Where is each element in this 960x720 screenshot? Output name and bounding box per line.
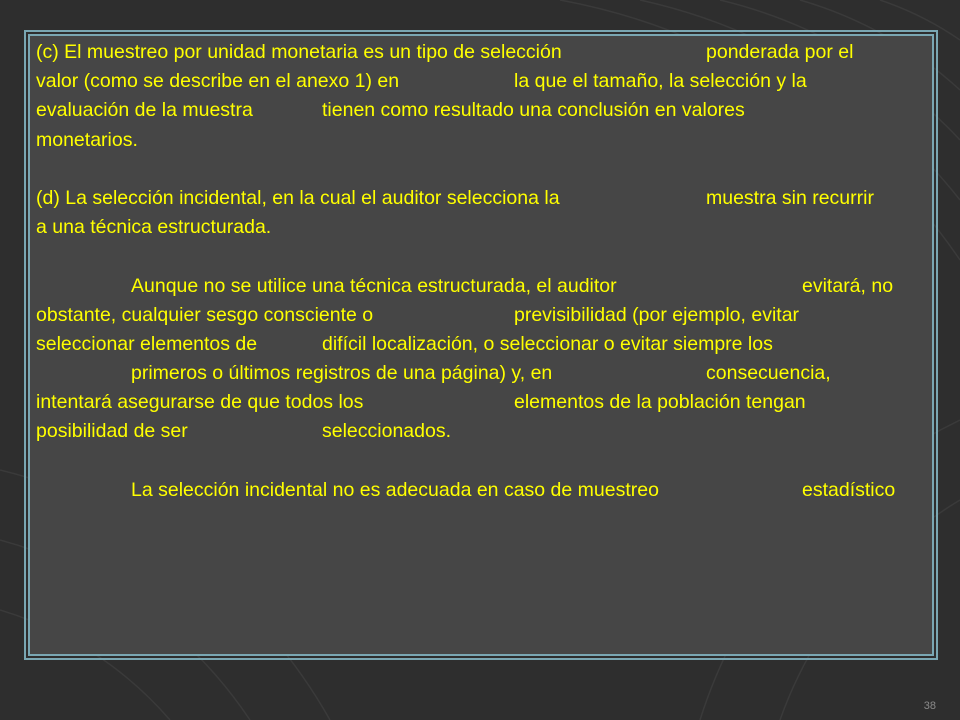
text-segment: ponderada por el: [706, 41, 854, 63]
paragraph-d-line: [36, 184, 926, 213]
text-segment: Aunque no se utilice una técnica estructurada, el auditor: [131, 274, 617, 297]
text-segment: La selección incidental no es adecuada en caso de muestreo: [131, 478, 659, 501]
paragraph-c-line: [36, 126, 926, 155]
text-segment: previsibilidad (por ejemplo, evitar: [514, 303, 800, 326]
blank-line: [36, 447, 926, 476]
blank-line: [36, 155, 926, 184]
paragraph-aunque-line: [36, 417, 926, 446]
text-segment: la que el tamaño, la selección y la: [514, 70, 807, 93]
text-segment: tienen como resultado una conclusión en valores: [322, 99, 745, 122]
paragraph-c-line: [36, 67, 926, 96]
paragraph-aunque-line: [36, 301, 926, 330]
page-number: 38: [923, 700, 936, 712]
text-segment: a una técnica estructurada.: [36, 216, 272, 239]
paragraph-aunque-line: [36, 388, 926, 417]
slide-body-text: [36, 38, 926, 505]
text-segment: valor (como se describe en el anexo 1) en: [36, 70, 400, 93]
paragraph-d-line: [36, 213, 926, 242]
text-segment: estadístico: [802, 478, 896, 501]
text-segment: obstante, cualquier sesgo consciente o: [36, 303, 374, 326]
text-segment: difícil localización, o seleccionar o evitar siempre los: [322, 332, 773, 355]
text-segment: monetarios.: [36, 128, 138, 151]
text-segment: elementos de la población tengan: [514, 391, 806, 414]
text-segment: (d) La selección incidental, en la cual el auditor selecciona la: [36, 186, 560, 209]
text-segment: consecuencia,: [706, 362, 831, 385]
text-segment: posibilidad de ser: [36, 420, 188, 443]
paragraph-c-line: [36, 96, 926, 125]
text-segment: muestra sin recurrir: [706, 186, 874, 209]
paragraph-final-line: [36, 476, 926, 505]
paragraph-c-line: [36, 38, 926, 67]
text-segment: (c) El muestreo por unidad monetaria es un tipo de selección: [36, 41, 562, 63]
text-segment: seleccionados.: [322, 420, 451, 443]
text-segment: seleccionar elementos de: [36, 332, 258, 355]
text-segment: evaluación de la muestra: [36, 99, 253, 122]
text-segment: primeros o últimos registros de una página) y, en: [131, 362, 553, 385]
paragraph-aunque-line: [36, 330, 926, 359]
paragraph-aunque-line: [36, 359, 926, 388]
text-segment: intentará asegurarse de que todos los: [36, 391, 364, 414]
text-segment: evitará, no: [802, 274, 894, 297]
blank-line: [36, 242, 926, 271]
paragraph-aunque-line: [36, 272, 926, 301]
